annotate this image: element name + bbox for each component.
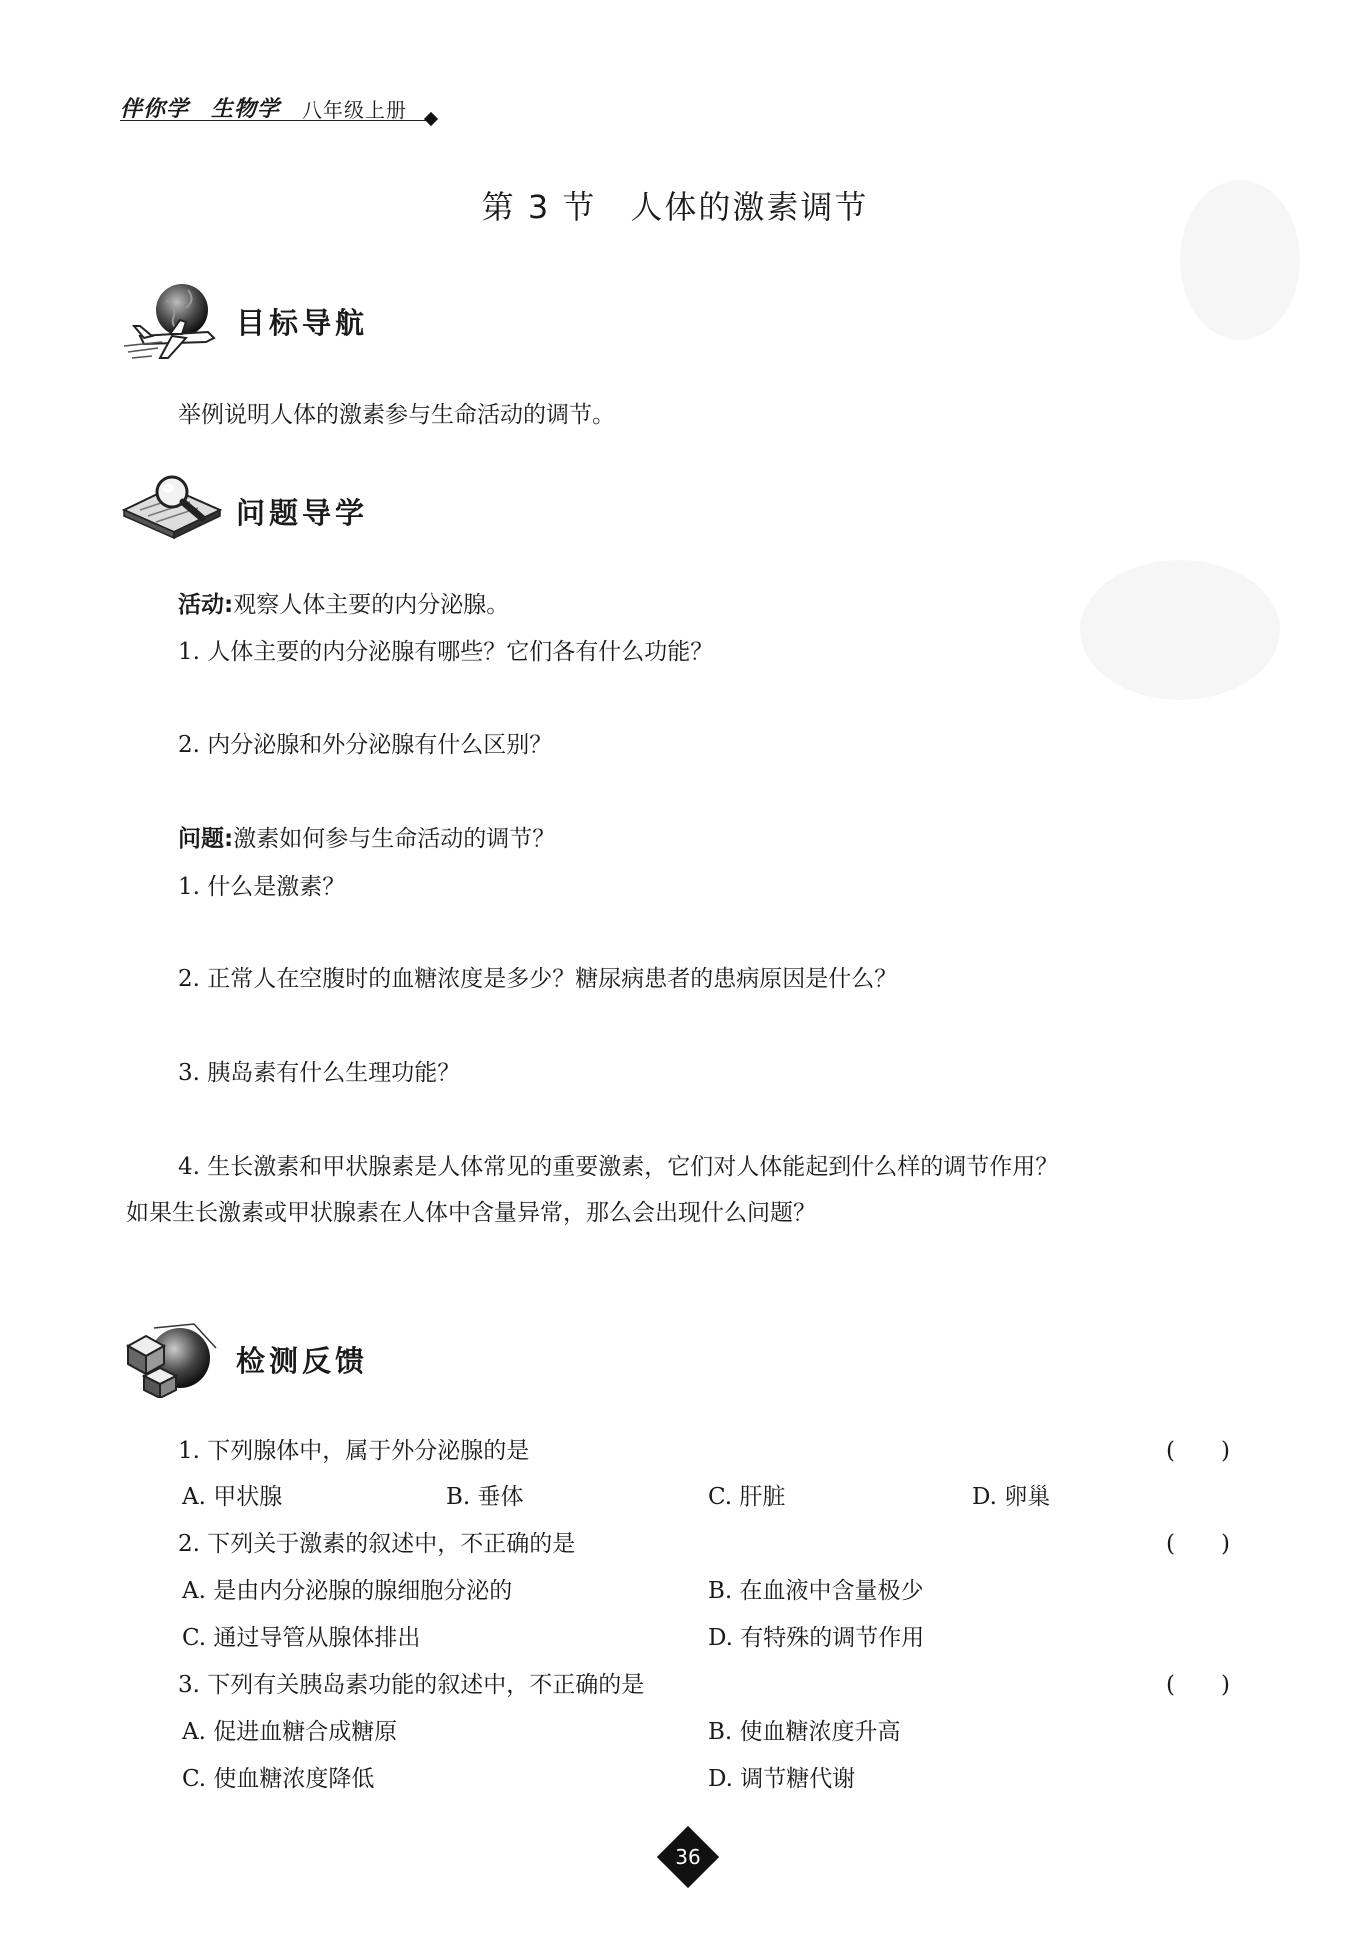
section-title-goal: 目标导航	[236, 306, 369, 340]
problem-question-1: 1. 什么是激素？	[178, 874, 346, 900]
goal-text: 举例说明人体的激素参与生命活动的调节。	[178, 402, 615, 428]
magnifier-icon	[120, 470, 230, 544]
page-title: 第 3 节 人体的激素调节	[481, 188, 869, 226]
question-2-option-c: C. 通过导管从腺体排出	[182, 1625, 421, 1651]
problem-line	[178, 822, 555, 856]
activity-label: 活动:	[178, 592, 234, 618]
question-1-option-c: C. 肝脏	[708, 1484, 786, 1510]
activity-text: 观察人体主要的内分泌腺。	[233, 592, 510, 618]
question-2-option-a: A. 是由内分泌腺的腺细胞分泌的	[182, 1578, 513, 1604]
activity-question-2: 2. 内分泌腺和外分泌腺有什么区别？	[178, 732, 553, 758]
scan-shade	[1080, 560, 1280, 700]
activity-line	[178, 588, 509, 622]
problem-text: 激素如何参与生命活动的调节？	[233, 826, 556, 852]
page-number: 36	[675, 1845, 701, 1869]
problem-question-4-line-1: 4. 生长激素和甲状腺素是人体常见的重要激素，它们对人体能起到什么样的调节作用？	[178, 1154, 1059, 1180]
question-1-option-b: B. 垂体	[446, 1484, 524, 1510]
header-diamond	[424, 112, 438, 126]
question-3-option-b: B. 使血糖浓度升高	[708, 1719, 901, 1745]
question-3-stem: 3. 下列有关胰岛素功能的叙述中，不正确的是	[178, 1672, 645, 1698]
globe-airplane-icon	[122, 280, 232, 374]
question-3-answer-blank: ( )	[1166, 1672, 1230, 1698]
cubes-globe-icon	[124, 1318, 224, 1402]
activity-question-1: 1. 人体主要的内分泌腺有哪些？它们各有什么功能？	[178, 639, 714, 665]
section-title-guide: 问题导学	[236, 496, 369, 530]
problem-question-4-line-2: 如果生长激素或甲状腺素在人体中含量异常，那么会出现什么问题？	[126, 1200, 816, 1226]
section-title-feedback: 检测反馈	[236, 1344, 369, 1378]
question-1-answer-blank: ( )	[1166, 1438, 1230, 1464]
question-1-stem: 1. 下列腺体中，属于外分泌腺的是	[178, 1438, 530, 1464]
question-2-answer-blank: ( )	[1166, 1531, 1230, 1557]
header-subject: 生物学	[211, 97, 281, 122]
question-2-stem: 2. 下列关于激素的叙述中，不正确的是	[178, 1531, 576, 1557]
problem-question-3: 3. 胰岛素有什么生理功能？	[178, 1060, 461, 1086]
question-3-option-d: D. 调节糖代谢	[708, 1766, 856, 1792]
question-1-option-d: D. 卵巢	[972, 1484, 1051, 1510]
question-2-option-d: D. 有特殊的调节作用	[708, 1625, 925, 1651]
question-3-option-c: C. 使血糖浓度降低	[182, 1766, 375, 1792]
header-series: 伴你学	[120, 97, 190, 122]
problem-question-2: 2. 正常人在空腹时的血糖浓度是多少？糖尿病患者的患病原因是什么？	[178, 966, 898, 992]
question-3-option-a: A. 促进血糖合成糖原	[182, 1719, 398, 1745]
header-rule	[120, 120, 430, 121]
problem-label: 问题:	[178, 826, 234, 852]
question-1-option-a: A. 甲状腺	[182, 1484, 283, 1510]
question-2-option-b: B. 在血液中含量极少	[708, 1578, 924, 1604]
header-grade: 八年级上册	[302, 98, 408, 122]
